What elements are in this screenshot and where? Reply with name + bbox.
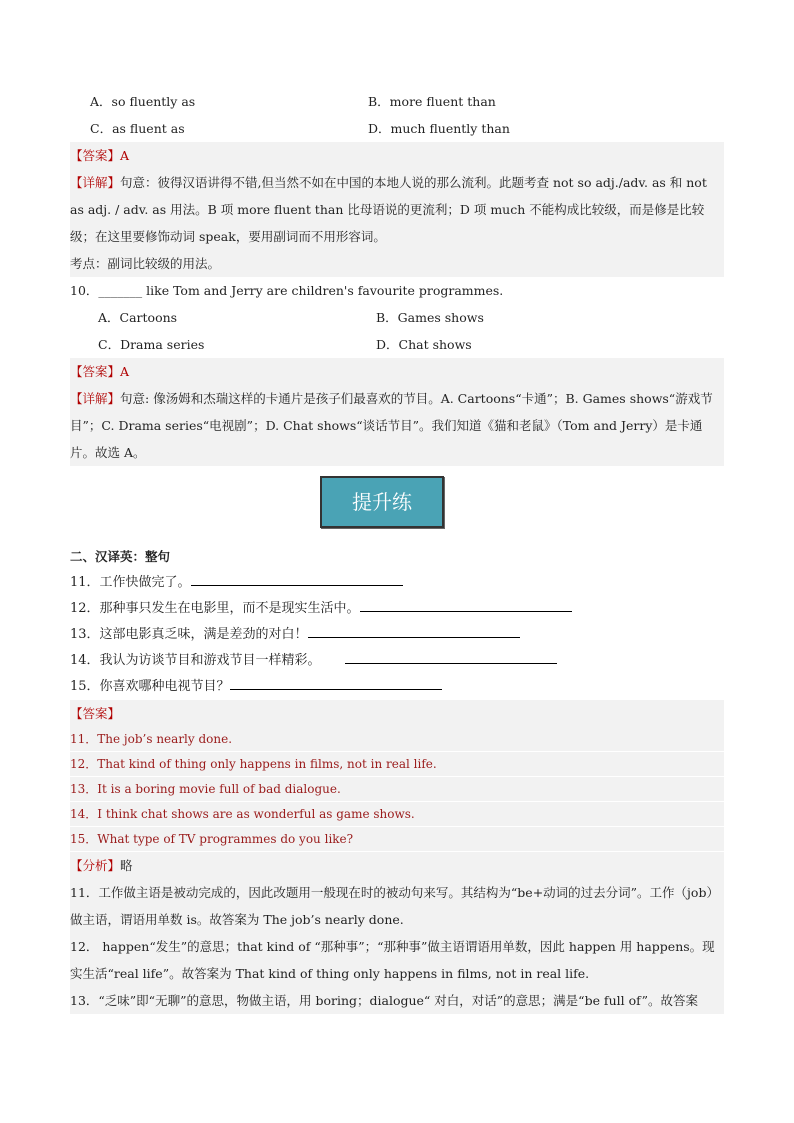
q9-option-a: A．so fluently as: [90, 94, 196, 109]
answer-blank[interactable]: [308, 623, 520, 638]
question-15-text: 15．你喜欢哪种电视节目？: [70, 679, 230, 694]
analysis-short: 略: [120, 858, 133, 873]
banner-area: [70, 466, 724, 544]
q10-stem: 10．_______ like Tom and Jerry are children's favourite programmes.: [70, 283, 504, 298]
q9-options-row-2: [70, 115, 724, 142]
q9-option-d: D．much fluently than: [368, 121, 510, 136]
question-14: [70, 648, 724, 674]
question-15: [70, 674, 724, 700]
answer-blank[interactable]: [191, 571, 403, 586]
analysis-11: 11．工作做主语是被动完成的，因此改题用一般现在时的被动句来写。其结构为“be+动词的过去分词”。工作（job）做主语，谓语用单数 is。故答案为 The job’s nearly done.: [70, 885, 719, 927]
answer-15: 15．What type of TV programmes do you like?: [70, 827, 724, 852]
answer-blank[interactable]: [345, 649, 557, 664]
q10-detail-text: 句意: 像汤姆和杰瑞这样的卡通片是孩子们最喜欢的节目。A. Cartoons“卡通”；B. Games shows“游戏节目”；C. Drama series“电视剧”；D. Chat shows“谈话节目”。我们知道《猫和老鼠》（Tom and Jerry）是卡通片。故选 A。: [70, 391, 713, 460]
question-list: [70, 570, 724, 700]
question-11-text: 11．工作快做完了。: [70, 575, 191, 590]
q10-options-row-2: [70, 331, 724, 358]
q9-detail-tag: 【详解】: [70, 175, 121, 190]
answer-blank[interactable]: [230, 675, 442, 690]
q10-option-d: D．Chat shows: [376, 337, 472, 352]
q9-options-row-1: [70, 88, 724, 115]
q10-explanation-block: [70, 358, 724, 466]
question-12-text: 12．那种事只发生在电影里，而不是现实生活中。: [70, 601, 360, 616]
q9-detail: [70, 169, 724, 250]
q10-detail-tag: 【详解】: [70, 391, 121, 406]
answers-block: [70, 700, 724, 1014]
answer-blank[interactable]: [360, 597, 572, 612]
question-13: [70, 622, 724, 648]
answers-tag: 【答案】: [70, 706, 121, 721]
analysis-13: 13．“乏味”即“无聊”的意思，物做主语，用 boring；dialogue“ 对白，对话”的意思；满是“be full of”。故答案: [70, 993, 699, 1008]
analysis-12: 12． happen“发生”的意思；that kind of “那种事”；“那种事”做主语谓语用单数，因此 happen 用 happens。现实生活“real life”。故答案为 That kind of thing only happens in films, not in real life.: [70, 939, 715, 981]
answer-14: 14．I think chat shows are as wonderful as game shows.: [70, 802, 724, 827]
section-banner: 提升练: [320, 476, 444, 528]
analysis-tag: 【分析】: [70, 858, 121, 873]
q10-option-a: A．Cartoons: [98, 310, 178, 325]
section-title: 二、汉译英：整句: [70, 549, 171, 564]
q10-options-row-1: [70, 304, 724, 331]
q10-detail: [70, 385, 724, 466]
q9-option-c: C．as fluent as: [90, 121, 185, 136]
question-13-text: 13．这部电影真乏味，满是差劲的对白！: [70, 627, 308, 642]
q9-option-b: B．more fluent than: [368, 94, 496, 109]
answer-12: 12．That kind of thing only happens in films, not in real life.: [70, 752, 724, 777]
q9-explanation-block: [70, 142, 724, 277]
q9-point: 考点：副词比较级的用法。: [70, 256, 221, 271]
analysis-heading: [70, 852, 724, 879]
q10-option-b: B．Games shows: [376, 310, 484, 325]
answer-11: 11．The job’s nearly done.: [70, 727, 724, 752]
question-11: [70, 570, 724, 596]
q9-detail-text: 句意：彼得汉语讲得不错,但当然不如在中国的本地人说的那么流利。此题考查 not so adj./adv. as 和 not as adj. / adv. as 用法。B 项 more fluent than 比母语说的更流利；D 项 much 不能构成比较级，而是修是比较级；在这里要修饰动词 speak，要用副词而不用形容词。: [70, 175, 707, 244]
document-page: [70, 88, 724, 1014]
q10-answer: 【答案】A: [70, 364, 130, 379]
answer-13: 13．It is a boring movie full of bad dialogue.: [70, 777, 724, 802]
question-12: [70, 596, 724, 622]
question-14-text: 14．我认为访谈节目和游戏节目一样精彩。: [70, 653, 321, 668]
q9-answer: 【答案】A: [70, 148, 130, 163]
q10-option-c: C．Drama series: [98, 337, 205, 352]
